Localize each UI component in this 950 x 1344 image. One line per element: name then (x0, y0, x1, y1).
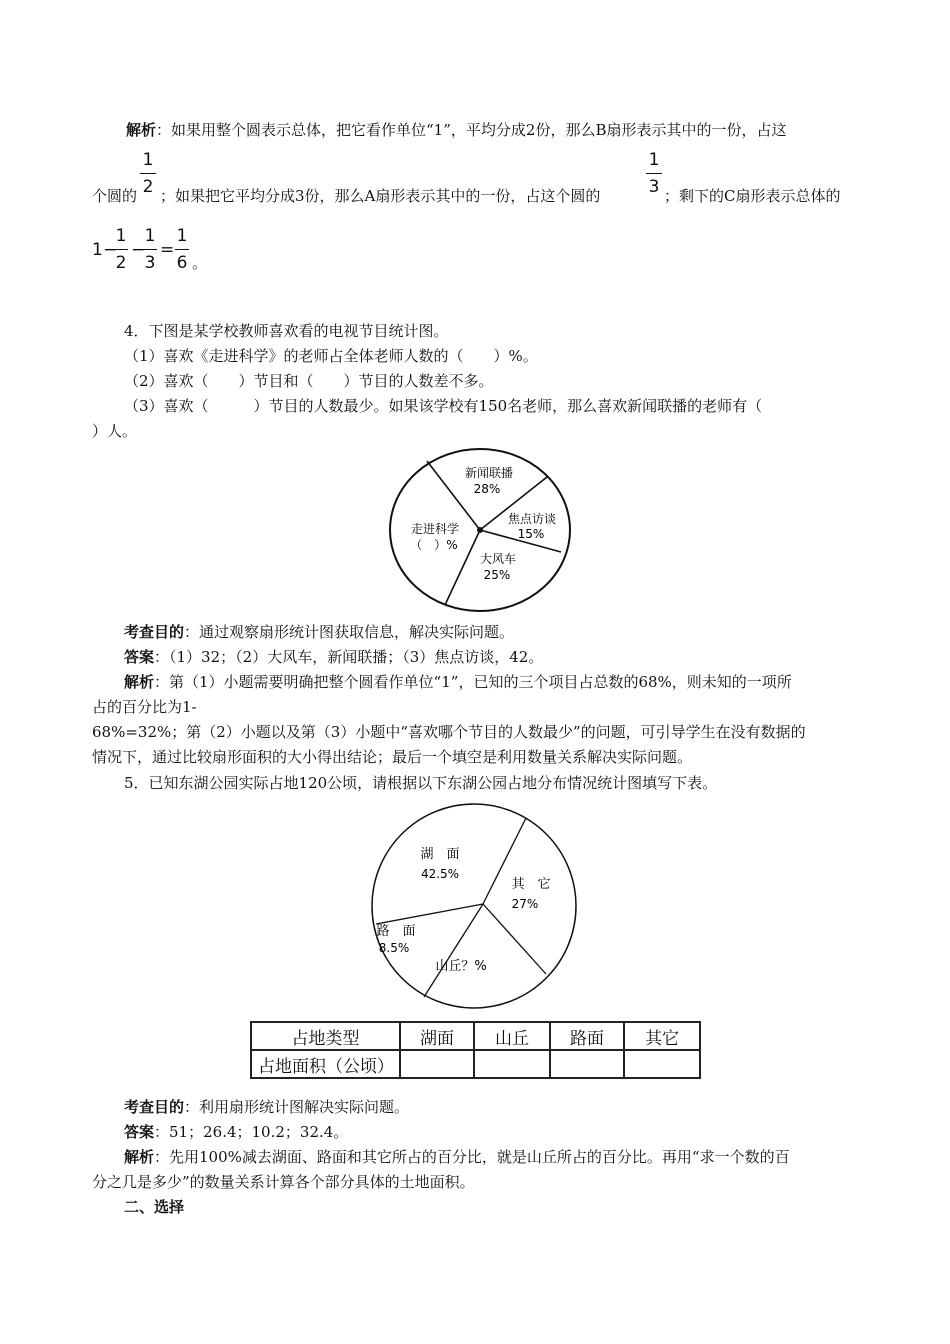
question-4-part-3: （3）喜欢（ ）节目的人数最少。如果该学校有150名老师，那么喜欢新闻联播的老师有（ (124, 397, 763, 415)
slice-label-value: 27% (511, 897, 539, 911)
table-cell-blank[interactable] (624, 1050, 700, 1078)
fraction-numerator: 1 (176, 226, 188, 246)
analysis-label: 解析 (124, 1148, 155, 1166)
fraction-numerator: 1 (144, 226, 156, 246)
analysis-label: 解析 (126, 121, 157, 139)
table-cell-blank[interactable] (400, 1050, 474, 1078)
fraction-bar (140, 173, 156, 174)
slice-label-name: 走进科学 (410, 522, 460, 536)
fraction-numerator: 1 (115, 226, 127, 246)
equation-one: 1 (92, 240, 103, 260)
analysis-label: 解析 (124, 673, 155, 691)
pie-chart-park-land (368, 800, 583, 1012)
equation-minus: − (131, 240, 146, 260)
analysis-text: ：先用100%减去湖面、路面和其它所占的百分比，就是山丘所占的百分比。再用“求一个数的百 (154, 1148, 790, 1166)
question-5-stem: 5．已知东湖公园实际占地120公顷，请根据以下东湖公园占地分布情况统计图填写下表。 (124, 774, 718, 792)
slice-label-name: 山丘？% (435, 959, 487, 974)
fraction-bar (143, 249, 157, 250)
table-cell-blank[interactable] (550, 1050, 624, 1078)
table-cell-blank[interactable] (474, 1050, 550, 1078)
slice-label-value: 28% (473, 482, 501, 496)
slice-label-name: 大风车 (479, 552, 517, 566)
section-heading-choice: 二、选择 (124, 1198, 185, 1216)
question-5-analysis-line-2: 分之几是多少”的数量关系计算各个部分具体的土地面积。 (92, 1173, 475, 1191)
table-header-cell: 占地类型 (251, 1022, 400, 1050)
slice-label-name: 焦点访谈 (507, 512, 557, 526)
slice-label-name: 新闻联播 (464, 466, 514, 480)
question-5-purpose (124, 1096, 409, 1117)
purpose-text: ：通过观察扇形统计图获取信息，解决实际问题。 (184, 623, 515, 641)
table-row (251, 1050, 700, 1078)
answer-label: 答案 (124, 648, 155, 666)
question-4-analysis-line-3: 68%=32%；第（2）小题以及第（3）小题中“喜欢哪个节目的人数最少”的问题，可引导学生在没有数据的 (92, 723, 806, 741)
slice-label-value: 15% (517, 527, 545, 541)
purpose-label: 考查目的 (124, 1098, 185, 1116)
fraction-denominator: 2 (115, 253, 127, 273)
fraction-one-third (143, 226, 157, 273)
analysis-paragraph-1 (126, 119, 786, 140)
land-area-table (250, 1021, 701, 1079)
fraction-denominator: 2 (142, 177, 154, 197)
table-row-label: 占地面积（公顷） (251, 1050, 400, 1078)
question-4-stem: 4．下图是某学校教师喜欢看的电视节目统计图。 (124, 322, 449, 340)
slice-label-name: 其 它 (511, 877, 551, 892)
question-4-part-3-cont: ）人。 (92, 422, 138, 440)
fraction-bar (646, 173, 662, 174)
fraction-one-half (140, 150, 156, 197)
slice-label-value: 8.5% (378, 941, 410, 955)
fraction-denominator: 6 (176, 253, 188, 273)
analysis-line-2c: ；剩下的C扇形表示总体的 (664, 187, 841, 205)
question-5-analysis (124, 1146, 790, 1167)
analysis-text: ：如果用整个圆表示总体，把它看作单位“1”，平均分成2份，那么B扇形表示其中的一份，占这 (156, 121, 787, 139)
question-4-part-2: （2）喜欢（ ）节目和（ ）节目的人数差不多。 (124, 372, 494, 390)
purpose-text: ：利用扇形统计图解决实际问题。 (184, 1098, 410, 1116)
question-4-analysis-line-4: 情况下，通过比较扇形面积的大小得出结论；最后一个填空是利用数量关系解决实际问题。 (92, 748, 693, 766)
answer-text: ：51；26.4；10.2；32.4。 (154, 1123, 349, 1141)
table-header-cell: 路面 (550, 1022, 624, 1050)
question-4-part-1: （1）喜欢《走进科学》的老师占全体老师人数的（ ）%。 (124, 347, 538, 365)
analysis-line-2b: ；如果把它平均分成3份，那么A扇形表示其中的一份，占这个圆的 (160, 187, 601, 205)
fraction-one-sixth (175, 226, 189, 273)
table-header-cell: 湖面 (400, 1022, 474, 1050)
fraction-numerator: 1 (142, 150, 154, 170)
table-header-cell: 其它 (624, 1022, 700, 1050)
slice-label-name: 湖 面 (420, 847, 460, 862)
slice-label-value: 42.5% (420, 867, 460, 881)
question-4-purpose (124, 621, 514, 642)
answer-label: 答案 (124, 1123, 155, 1141)
table-header-row (251, 1022, 700, 1050)
question-4-answer (124, 646, 543, 667)
answer-text: ：（1）32；（2）大风车，新闻联播；（3）焦点访谈，42。 (154, 648, 544, 666)
fraction-numerator: 1 (648, 150, 660, 170)
equation-minus: − (103, 240, 118, 260)
fraction-bar (175, 249, 189, 250)
fraction-denominator: 3 (648, 177, 660, 197)
question-4-analysis-line-2: 占的百分比为1- (92, 698, 197, 716)
analysis-text: ：第（1）小题需要明确把整个圆看作单位“1”，已知的三个项目占总数的68%，则未知的一项所 (154, 673, 792, 691)
equation-equals: = (160, 240, 175, 260)
pie-center (477, 527, 483, 533)
question-5-answer (124, 1121, 348, 1142)
fraction-one-half (114, 226, 128, 273)
slice-label-name: 路 面 (376, 924, 416, 939)
question-4-analysis (124, 671, 792, 692)
pie-chart-tv-programs (385, 445, 575, 615)
table-header-cell: 山丘 (474, 1022, 550, 1050)
slice-label-value: （ ）% (410, 538, 458, 552)
analysis-line-2a: 个圆的 (92, 187, 138, 205)
fraction-bar (114, 249, 128, 250)
purpose-label: 考查目的 (124, 623, 185, 641)
fraction-denominator: 3 (144, 253, 156, 273)
slice-label-value: 25% (483, 568, 511, 582)
equation-period: 。 (192, 254, 208, 272)
fraction-one-third (646, 150, 662, 197)
